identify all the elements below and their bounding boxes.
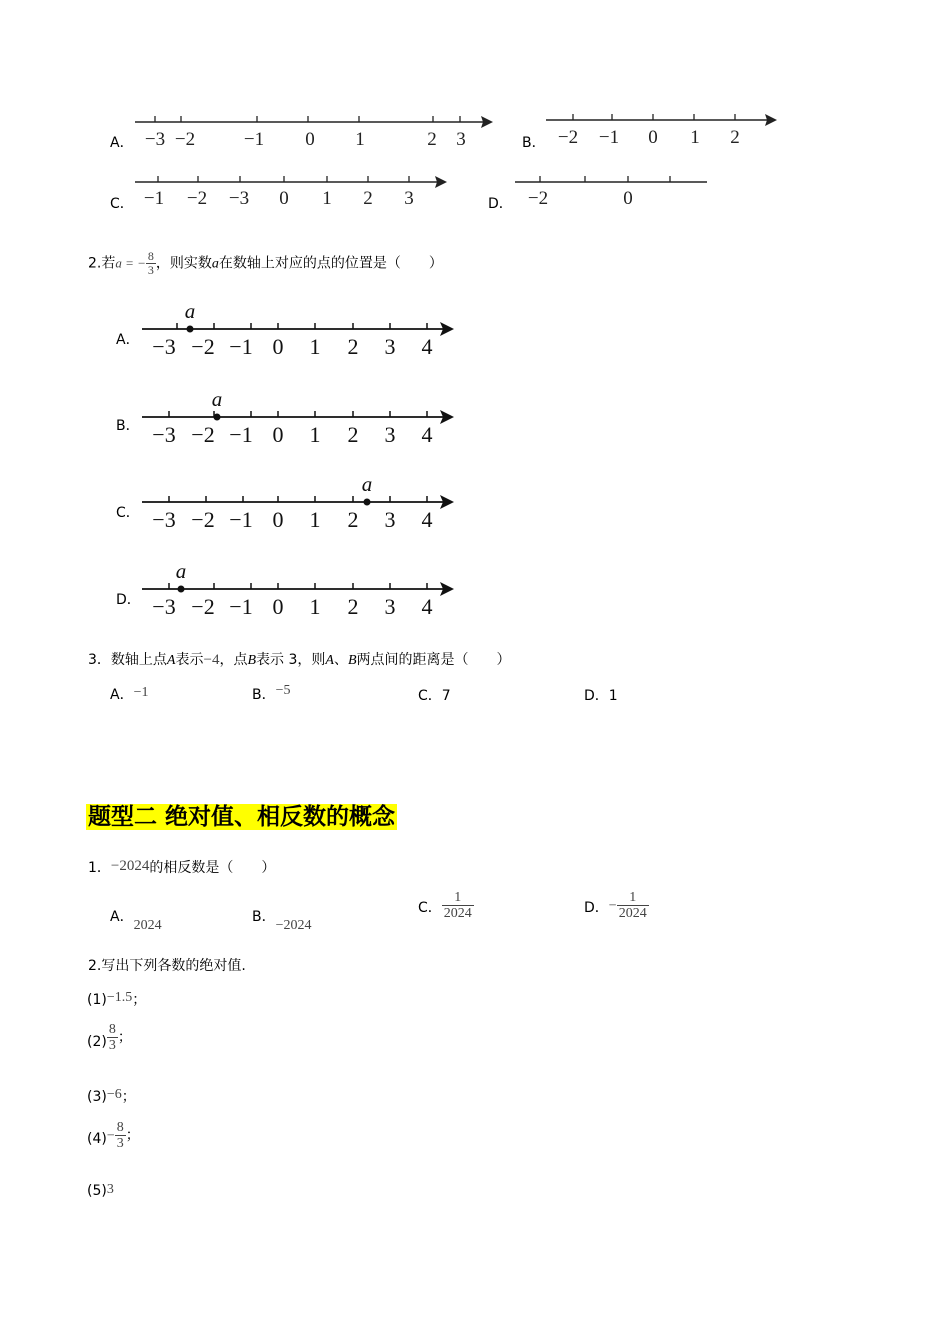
q3-option-d: D．1 <box>584 688 618 704</box>
axis-label: 0 <box>623 188 633 209</box>
point-label: a <box>175 559 187 583</box>
axis-label: −2 <box>191 334 215 359</box>
axis-label: 3 <box>404 188 414 209</box>
axis-label: −3 <box>144 129 166 150</box>
section-title: 题型二 绝对值、相反数的概念 <box>88 804 396 830</box>
item-label: (2) <box>87 1033 107 1050</box>
axis-label: 0 <box>305 129 315 150</box>
axis-label: −1 <box>143 188 165 209</box>
axis-label: −2 <box>191 594 215 619</box>
axis-label: 2 <box>427 129 437 150</box>
axis-label: 0 <box>272 334 284 359</box>
axis-label: 1 <box>309 507 321 532</box>
axis-label: 0 <box>272 507 284 532</box>
q3-sep: 、 <box>333 652 348 668</box>
item-label: (1) <box>87 992 107 1008</box>
axis-label: −2 <box>191 507 215 532</box>
s2q1-option-d-fraction: $\frac{1}{2024}$ <box>618 890 647 921</box>
item-end: ； <box>125 1127 140 1144</box>
item-value: 3 <box>106 1182 114 1197</box>
item-fraction: $\frac{8}{3}$ <box>108 1022 116 1053</box>
axis-label: 1 <box>322 188 332 209</box>
axis-label: −1 <box>598 127 620 148</box>
item-fraction: $\frac{8}{3}$ <box>116 1120 124 1151</box>
axis-label: −2 <box>174 129 196 150</box>
q3-option-b-label: B． <box>252 687 276 703</box>
q3-text-2: ，点 <box>219 652 248 668</box>
axis-label: 4 <box>421 334 433 359</box>
axis-label: 2 <box>347 422 359 447</box>
item-end: ； <box>117 1029 132 1046</box>
q3-stem <box>88 649 511 669</box>
q3-option-b <box>252 684 291 704</box>
s2q1-value: −2024 <box>110 858 150 874</box>
q3-text-4: 两点间的距离是（ ） <box>356 652 511 668</box>
q1-option-d-number-line <box>510 168 715 214</box>
axis-label: 0 <box>648 127 658 148</box>
axis-label: 1 <box>309 594 321 619</box>
q2-suffix-1: ，则实数 <box>155 255 212 272</box>
q2-option-d-label: D． <box>116 592 141 608</box>
s2q1-prefix: 1． <box>88 860 111 876</box>
axis-label: 0 <box>272 422 284 447</box>
q2-option-c-label: C． <box>116 505 140 521</box>
axis-label: −1 <box>229 594 253 619</box>
point-a-marker <box>178 586 185 593</box>
axis-label: 1 <box>690 127 700 148</box>
axis-label: 3 <box>384 594 396 619</box>
axis-label: 4 <box>421 594 433 619</box>
q1-option-b-label: B． <box>522 135 546 151</box>
axis-label: 4 <box>421 422 433 447</box>
q1-option-a-number-line <box>130 108 500 154</box>
q1-option-b-number-line <box>540 106 785 152</box>
q1-option-c-label: C． <box>110 196 134 212</box>
point-a-marker <box>187 326 194 333</box>
q1-option-c-number-line <box>130 168 455 214</box>
q3-text-1: 表示 <box>175 652 204 668</box>
axis-label: 2 <box>347 507 359 532</box>
q2-stem <box>88 250 443 277</box>
q2-option-b-label: B． <box>116 418 140 434</box>
axis-label: −1 <box>229 422 253 447</box>
s2q1-stem <box>88 857 275 877</box>
q2-var-a: a <box>211 256 219 272</box>
item-value: −1.5 <box>106 990 133 1005</box>
s2q1-option-c-label: C． <box>418 899 442 916</box>
axis-label: 3 <box>384 334 396 359</box>
axis-label: −3 <box>152 507 176 532</box>
axis-label: 2 <box>730 127 740 148</box>
q2-option-a-label: A． <box>116 332 140 348</box>
item-label: (4) <box>87 1130 107 1147</box>
item-value: −6 <box>106 1087 122 1102</box>
q3-text-3: 表示 3，则 <box>256 652 326 668</box>
section-heading <box>86 798 397 831</box>
axis-label: 0 <box>279 188 289 209</box>
axis-label: −2 <box>557 127 579 148</box>
point-a-marker <box>364 499 371 506</box>
point-a-marker <box>214 414 221 421</box>
q2-fraction: $\frac{8}{3}$ <box>147 249 154 277</box>
q3-var-b: B <box>247 653 257 668</box>
s2q2-title: 2.写出下列各数的绝对值. <box>88 958 246 974</box>
axis-label: −1 <box>229 334 253 359</box>
q2-option-a-number-line <box>138 298 468 364</box>
s2q1-option-d-label: D． <box>584 899 609 916</box>
axis-label: 2 <box>347 594 359 619</box>
s2q1-option-a <box>110 906 162 933</box>
point-label: a <box>184 299 196 323</box>
s2q1-option-c-fraction: $\frac{1}{2024}$ <box>443 890 472 921</box>
q2-option-d-number-line <box>138 558 468 624</box>
axis-label: −2 <box>527 188 549 209</box>
point-label: a <box>361 472 373 496</box>
q3-option-c: C．7 <box>418 688 451 704</box>
q2-option-b-number-line <box>138 386 468 452</box>
q3-var-a2: A <box>325 653 334 668</box>
s2q2-item-1 <box>87 989 146 1009</box>
q1-option-d-label: D． <box>488 196 513 212</box>
axis-label: 2 <box>363 188 373 209</box>
axis-label: 1 <box>309 334 321 359</box>
point-label: a <box>211 387 223 411</box>
s2q1-option-d <box>584 890 649 921</box>
item-end: ； <box>121 1089 136 1105</box>
axis-label: 4 <box>421 507 433 532</box>
q3-prefix: 3．数轴上点 <box>88 652 167 668</box>
q2-option-c-number-line <box>138 471 468 537</box>
q2-prefix: 2.若 <box>88 255 116 272</box>
q3-var-b2: B <box>347 653 357 668</box>
axis-label: −3 <box>152 422 176 447</box>
axis-label: 1 <box>309 422 321 447</box>
axis-label: 3 <box>384 507 396 532</box>
s2q1-option-a-label: A． <box>110 909 134 925</box>
q3-value-neg4: −4 <box>203 652 220 668</box>
axis-label: −3 <box>152 594 176 619</box>
q2-suffix-2: 在数轴上对应的点的位置是（ ） <box>218 255 443 272</box>
axis-label: 3 <box>384 422 396 447</box>
s2q1-option-a-value: 2024 <box>133 918 162 933</box>
q3-option-a-value: −1 <box>133 685 149 700</box>
s2q1-option-b-value: −2024 <box>275 918 312 933</box>
q3-option-a <box>110 684 148 704</box>
item-sign: − <box>106 1128 115 1144</box>
axis-label: −1 <box>229 507 253 532</box>
axis-label: −2 <box>191 422 215 447</box>
q3-option-a-label: A． <box>110 687 134 703</box>
axis-label: 1 <box>355 129 365 150</box>
q1-option-a-label: A． <box>110 135 134 151</box>
axis-label: 3 <box>456 129 466 150</box>
q3-option-b-value: −5 <box>275 683 291 698</box>
q3-var-a: A <box>166 653 176 668</box>
s2q1-suffix: 的相反数是（ ） <box>149 860 276 876</box>
axis-label: −3 <box>228 188 250 209</box>
axis-label: −3 <box>152 334 176 359</box>
s2q1-option-b-label: B． <box>252 909 276 925</box>
s2q2-item-5 <box>87 1183 114 1200</box>
s2q1-option-b <box>252 906 312 933</box>
item-end: ； <box>132 992 147 1008</box>
item-label: (3) <box>87 1089 107 1105</box>
axis-label: 0 <box>272 594 284 619</box>
s2q1-option-d-sign: − <box>608 898 617 914</box>
s2q1-option-c <box>418 890 474 921</box>
s2q2-item-3 <box>87 1086 136 1106</box>
s2q2-item-2 <box>87 1022 132 1053</box>
q2-equation-lhs: a = − <box>115 255 146 271</box>
axis-label: 2 <box>347 334 359 359</box>
axis-label: −2 <box>186 188 208 209</box>
axis-label: −1 <box>243 129 265 150</box>
s2q2-item-4 <box>87 1120 140 1151</box>
item-label: (5) <box>87 1183 107 1199</box>
